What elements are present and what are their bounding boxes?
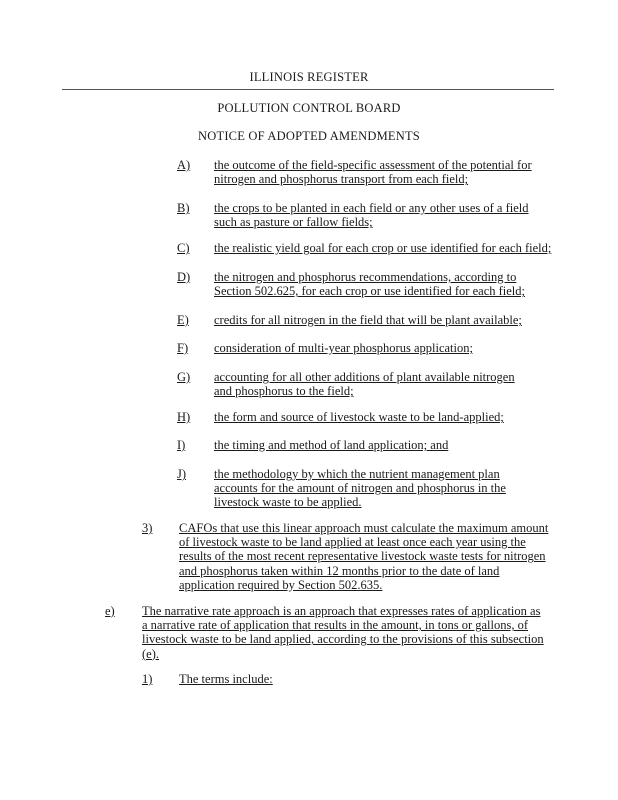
item-label-c: C)	[177, 241, 190, 255]
item-label-d: D)	[177, 270, 191, 284]
para-3-text: CAFOs that use this linear approach must calculate the maximum amount of livestock waste to be land applied at least once each year using the results of the most recent representative livestock waste tests for nitrogen and phosphorus taken within 12 months prior to the date of land application required by Section 502.635.	[179, 521, 549, 592]
para-3-label: 3)	[142, 521, 153, 535]
item-label-j: J)	[177, 467, 187, 481]
item-label-f: F)	[177, 341, 189, 355]
item-1-text: The terms include:	[179, 672, 273, 686]
item-text-j: the methodology by which the nutrient management plan accounts for the amount of nitrogen and phosphorus in the livestock waste to be applied.	[214, 467, 506, 510]
subsection-e-text: The narrative rate approach is an approach that expresses rates of application as a narrative rate of application that results in the amount, in tons or gallons, of livestock waste to be land applied, according to the provisions of this subsection (e).	[142, 604, 544, 661]
item-text-a: the outcome of the field-specific assessment of the potential for nitrogen and phosphorus transport from each field;	[214, 158, 532, 187]
item-label-g: G)	[177, 370, 191, 384]
register-title: ILLINOIS REGISTER	[249, 70, 369, 84]
item-1-label: 1)	[142, 672, 153, 686]
item-label-i: I)	[177, 438, 186, 452]
item-text-g: accounting for all other additions of plant available nitrogen and phosphorus to the field;	[214, 370, 515, 399]
item-text-i: the timing and method of land application; and	[214, 438, 449, 452]
board-name: POLLUTION CONTROL BOARD	[217, 101, 401, 115]
item-label-h: H)	[177, 410, 191, 424]
item-text-c: the realistic yield goal for each crop or use identified for each field;	[214, 241, 552, 255]
item-text-e: credits for all nitrogen in the field that will be plant available;	[214, 313, 522, 327]
item-text-h: the form and source of livestock waste to be land-applied;	[214, 410, 504, 424]
item-text-d: the nitrogen and phosphorus recommendations, according to Section 502.625, for each crop or use identified for each field;	[214, 270, 525, 299]
item-text-f: consideration of multi-year phosphorus application;	[214, 341, 473, 355]
subsection-e-label: e)	[105, 604, 115, 618]
item-label-e: E)	[177, 313, 189, 327]
item-label-a: A)	[177, 158, 191, 172]
item-text-b: the crops to be planted in each field or any other uses of a field such as pasture or fallow fields;	[214, 201, 529, 230]
item-label-b: B)	[177, 201, 190, 215]
notice-title: NOTICE OF ADOPTED AMENDMENTS	[198, 129, 420, 143]
header-divider	[62, 89, 554, 90]
